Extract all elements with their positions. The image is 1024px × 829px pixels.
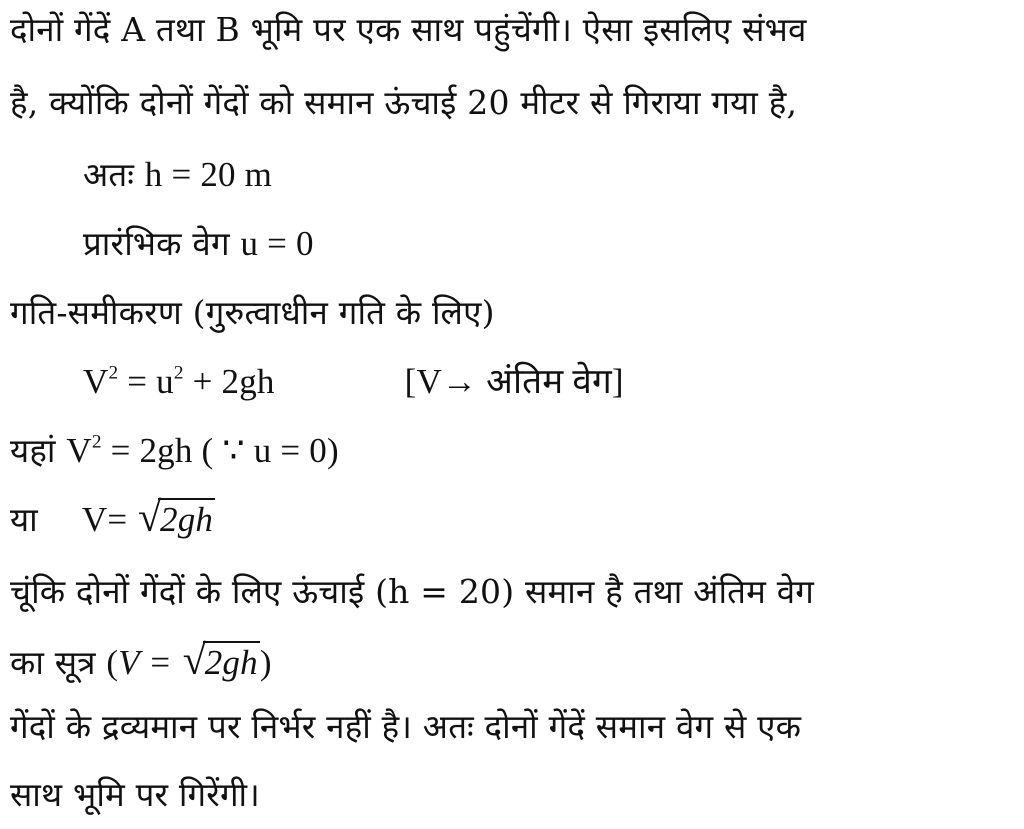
- eq3-root: 2gh: [160, 500, 214, 539]
- conclusion-close-paren: ): [259, 643, 272, 682]
- eq3-sqrt: √ 2gh: [138, 495, 214, 541]
- conclusion-line-1: चूंकि दोनों गेंदों के लिए ऊंचाई (h = 20) समान है तथा अंतिम वेग: [10, 572, 815, 611]
- text-line-1: दोनों गेंदें A तथा B भूमि पर एक साथ पहुंचेंगी। ऐसा इसलिए संभव: [10, 10, 807, 49]
- equation-3: [10, 495, 215, 541]
- eq3-v: V=: [81, 500, 128, 539]
- conclusion-line-3: गेंदों के द्रव्यमान पर निर्भर नहीं है। अतः दोनों गेंदें समान वेग से एक: [10, 707, 802, 746]
- given-height-prefix: अतः: [83, 155, 135, 194]
- given-height-eq: h = 20 m: [144, 155, 273, 194]
- given-initial-velocity: [83, 224, 314, 264]
- conclusion-formula-prefix: का सूत्र: [10, 643, 96, 682]
- eq1-v: V: [83, 362, 109, 401]
- given-height: [83, 155, 272, 195]
- conclusion-v: V =: [118, 643, 172, 682]
- motion-heading: गति-समीकरण (गुरुत्वाधीन गति के लिए): [10, 293, 495, 332]
- given-u-eq: u = 0: [240, 224, 314, 263]
- conclusion-line-2: [10, 638, 272, 684]
- equation-1: [83, 362, 624, 402]
- eq2-prefix: यहां: [10, 431, 56, 470]
- eq2-formula: $V^2 = 2gh$ ( ∵ u = 0): [66, 431, 339, 470]
- eq2-v: V: [66, 431, 92, 470]
- eq2-rest: = 2gh ( ∵ u = 0): [110, 431, 339, 470]
- given-u-prefix: प्रारंभिक वेग: [83, 224, 230, 263]
- conclusion-line-4: साथ भूमि पर गिरेंगी।: [10, 775, 260, 814]
- eq1-formula: $V^2 = u^2 + 2gh$: [83, 362, 275, 401]
- eq1-u: = u: [127, 362, 174, 401]
- eq1-note: [V→ अंतिम वेग]: [404, 362, 624, 401]
- eq1-2gh: + 2gh: [192, 362, 275, 401]
- eq3-prefix: या: [10, 500, 38, 539]
- text-line-2: है, क्योंकि दोनों गेंदों को समान ऊंचाई 20 मीटर से गिराया गया है,: [10, 83, 798, 122]
- conclusion-open-paren: (: [106, 643, 119, 682]
- conclusion-root: 2gh: [204, 643, 258, 682]
- conclusion-sqrt: √ 2gh: [182, 638, 258, 684]
- equation-2: [10, 431, 339, 471]
